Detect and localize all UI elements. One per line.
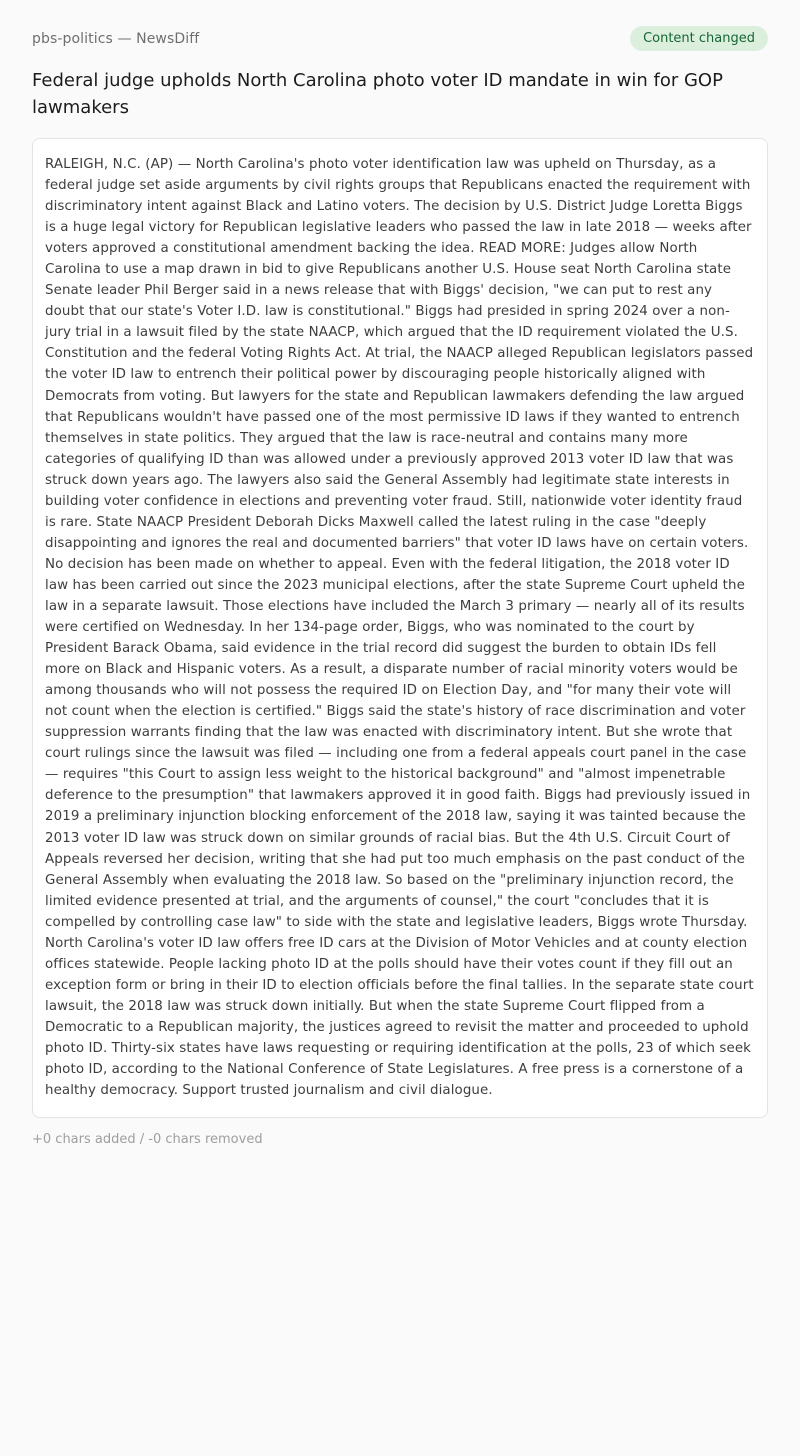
page-title: Federal judge upholds North Carolina photo voter ID mandate in win for GOP lawmakers [32, 70, 723, 118]
source-label: pbs-politics — NewsDiff [32, 30, 200, 47]
status-badge: Content changed [630, 26, 768, 51]
article-card [32, 138, 768, 1118]
article-body: RALEIGH, N.C. (AP) — North Carolina's photo voter identification law was upheld on Thursday, as a federal judge set aside arguments by civil rights groups that Republicans enacted the requirement with discriminatory intent against Black and Latino voters. The decision by U.S. District Judge Loretta Biggs is a huge legal victory for Republican legislative leaders who passed the law in late 2018 — weeks after voters approved a constitutional amendment backing the idea. READ MORE: Judges allow North Carolina to use a map drawn in bid to give Republicans another U.S. House seat North Carolina state Senate leader Phil Berger said in a news release that with Biggs' decision, "we can put to rest any doubt that our state's Voter I.D. law is constitutional." Biggs had presided in spring 2024 over a non-jury trial in a lawsuit filed by the state NAACP, which argued that the ID requirement violated the U.S. Constitution and the federal Voting Rights Act. At trial, the NAACP alleged Republican legislators passed the voter ID law to entrench their political power by discouraging people historically aligned with Democrats from voting. But lawyers for the state and Republican lawmakers defending the law argued that Republicans wouldn't have passed one of the most permissive ID laws if they wanted to entrench themselves in state politics. They argued that the law is race-neutral and contains many more categories of qualifying ID than was allowed under a previously approved 2013 voter ID law that was struck down years ago. The lawyers also said the General Assembly had legitimate state interests in building voter confidence in elections and preventing voter fraud. Still, nationwide voter identity fraud is rare. State NAACP President Deborah Dicks Maxwell called the latest ruling in the case "deeply disappointing and ignores the real and documented barriers" that voter ID laws have on certain voters. No decision has been made on whether to appeal. Even with the federal litigation, the 2018 voter ID law has been carried out since the 2023 municipal elections, after the state Supreme Court upheld the law in a separate lawsuit. Those elections have included the March 3 primary — nearly all of its results were certified on Wednesday. In her 134-page order, Biggs, who was nominated to the court by President Barack Obama, said evidence in the trial record did suggest the burden to obtain IDs fell more on Black and Hispanic voters. As a result, a disparate number of racial minority voters would be among thousands who will not possess the required ID on Election Day, and "for many their vote will not count when the election is certified." Biggs said the state's history of race discrimination and voter suppression warrants finding that the law was enacted with discriminatory intent. But she wrote that court rulings since the lawsuit was filed — including one from a federal appeals court panel in the case — requires "this Court to assign less weight to the historical background" and "almost impenetrable deference to the presumption" that lawmakers approved it in good faith. Biggs had previously issued in 2019 a preliminary injunction blocking enforcement of the 2018 law, saying it was tainted because the 2013 voter ID law was struck down on similar grounds of racial bias. But the 4th U.S. Circuit Court of Appeals reversed her decision, writing that she had put too much emphasis on the past conduct of the General Assembly when evaluating the 2018 law. So based on the "preliminary injunction record, the limited evidence presented at trial, and the arguments of counsel," the court "concludes that it is compelled by controlling case law" to side with the state and legislative leaders, Biggs wrote Thursday. North Carolina's voter ID law offers free ID cars at the Division of Motor Vehicles and at county election offices statewide. People lacking photo ID at the polls should have their votes count if they fill out an exception form or bring in their ID to election officials before the final tallies. In the separate state court lawsuit, the 2018 law was struck down initially. But when the state Supreme Court flipped from a Democratic to a Republican majority, the justices agreed to revisit the matter and proceeded to uphold photo ID. Thirty-six states have laws requesting or requiring identification at the polls, 23 of which seek photo ID, according to the National Conference of State Legislatures. A free press is a cornerstone of a healthy democracy. Support trusted journalism and civil dialogue. [45, 157, 754, 1099]
diff-summary: +0 chars added / -0 chars removed [32, 1132, 263, 1148]
header [32, 26, 768, 51]
